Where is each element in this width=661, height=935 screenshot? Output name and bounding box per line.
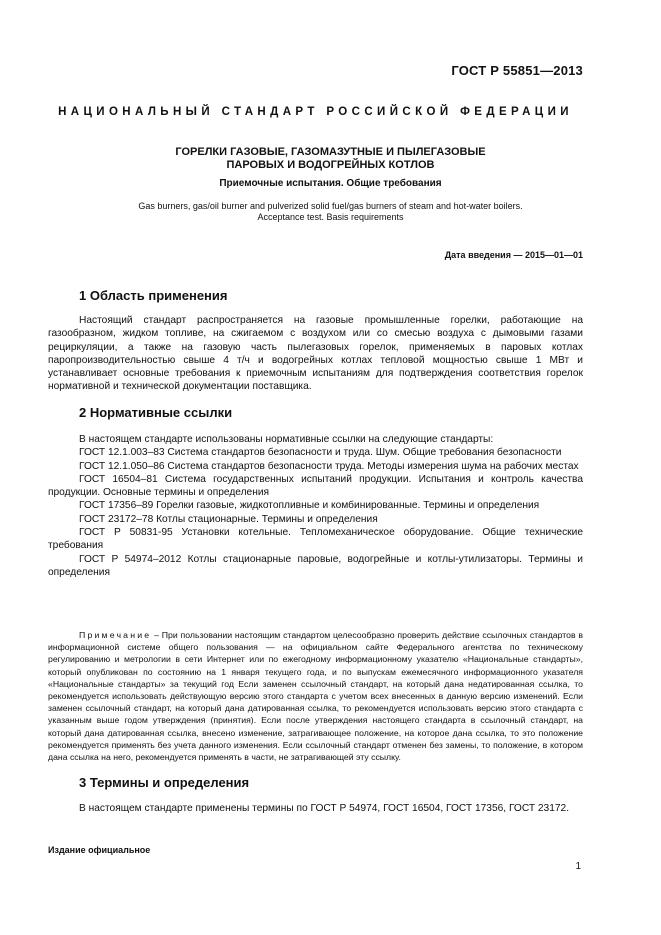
english-title xyxy=(60,201,601,223)
section-3-body: В настоящем стандарте применены термины по ГОСТ Р 54974, ГОСТ 16504, ГОСТ 17356, ГОСТ 23172. xyxy=(79,803,570,814)
normative-references xyxy=(48,433,583,579)
english-title-line-2: Acceptance test. Basis requirements xyxy=(257,212,404,222)
reference-item: ГОСТ 23172–78 Котлы стационарные. Термины и определения xyxy=(79,513,378,525)
national-standard-heading: НАЦИОНАЛЬНЫЙ СТАНДАРТ РОССИЙСКОЙ ФЕДЕРАЦИИ xyxy=(58,106,573,118)
reference-item: ГОСТ Р 54974–2012 Котлы стационарные паровые, водогрейные и котлы-утилизаторы. Термины и определения xyxy=(48,553,583,578)
page-number: 1 xyxy=(575,861,581,872)
references-intro: В настоящем стандарте использованы нормативные ссылки на следующие стандарты: xyxy=(79,434,494,445)
reference-item: ГОСТ 12.1.003–83 Система стандартов безопасности и труда. Шум. Общие требования безопасности xyxy=(79,447,562,459)
note-label: Примечание xyxy=(79,630,152,640)
reference-item: ГОСТ 16504–81 Система государственных испытаний продукции. Испытания и контроль качества продукции. Основные термины и определения xyxy=(48,473,583,499)
reference-item: ГОСТ 12.1.050–86 Система стандартов безопасности труда. Методы измерения шума на рабочих местах xyxy=(79,460,579,472)
document-subtitle: Приемочные испытания. Общие требования xyxy=(219,178,442,189)
section-1-text xyxy=(48,314,583,394)
gost-number: ГОСТ Р 55851—2013 xyxy=(451,63,583,78)
reference-item: ГОСТ 17356–89 Горелки газовые, жидкотопливные и комбинированные. Термины и определения xyxy=(79,500,540,512)
english-title-line-1: Gas burners, gas/oil burner and pulverized solid fuel/gas burners of steam and hot-water boilers. xyxy=(138,201,523,211)
note-block xyxy=(48,629,583,763)
introduction-date: Дата введения — 2015—01—01 xyxy=(444,250,583,260)
section-1-body: Настоящий стандарт распространяется на газовые промышленные горелки, работающие на газообразном, жидком топливе, на сжигаемом с воздухом или со смесью воздуха с дымовыми газами рециркуляции, а также на газовую часть пылегазовых горелок, применяемых в паровых котлах паропроизводительностью свыше 4 т/ч и водогрейных котлах тепловой мощностью свыше 1 МВт и устанавливает основные требования к приемочным испытаниям для подтверждения соответствия горелок нормативной и технической документации поставщика. xyxy=(48,315,583,393)
reference-item: ГОСТ Р 50831-95 Установки котельные. Тепломеханическое оборудование. Общие технические требования xyxy=(48,527,583,552)
title-line-2: ПАРОВЫХ И ВОДОГРЕЙНЫХ КОТЛОВ xyxy=(226,159,435,171)
section-1-heading: 1 Область применения xyxy=(79,288,228,303)
section-3-text xyxy=(48,802,583,815)
section-2-heading: 2 Нормативные ссылки xyxy=(79,405,233,420)
official-edition-label: Издание официальное xyxy=(48,845,151,855)
section-3-heading: 3 Термины и определения xyxy=(79,775,250,790)
note-text: – При пользовании настоящим стандартом целесообразно проверить действие ссылочных стандартов в информационной системе общего пользования — на официальном сайте Федерального агентства по техническому регулированию и метрологии в сети Интернет или по ежегодному информационному указателю «Национальные стандарты», который опубликован по состоянию на 1 января текущего года, и по выпускам ежемесячного информационного указателя «Национальные стандарты» за текущий год Если заменен ссылочный стандарт, на который дана недатированная ссылка, то рекомендуется использовать действующую версию этого стандарта с учетом всех внесенных в данную версию изменений. Если заменен ссылочный стандарт, на который дана датированная ссылка, то рекомендуется использовать версию этого стандарта с указанным выше годом утверждения (принятия). Если после утверждения настоящего стандарта в ссылочный стандарт, на который дана датированная ссылка, внесено изменение, затрагивающее положение, на которое дана ссылка, то это положение рекомендуется применять без учета данного изменения. Если ссылочный стандарт отменен без замены, то положение, в котором дана ссылка на него, рекомендуется применять в части, не затрагивающей эту ссылку. xyxy=(48,630,584,763)
document-title xyxy=(80,146,581,172)
title-line-1: ГОРЕЛКИ ГАЗОВЫЕ, ГАЗОМАЗУТНЫЕ И ПЫЛЕГАЗОВЫЕ xyxy=(175,146,486,158)
